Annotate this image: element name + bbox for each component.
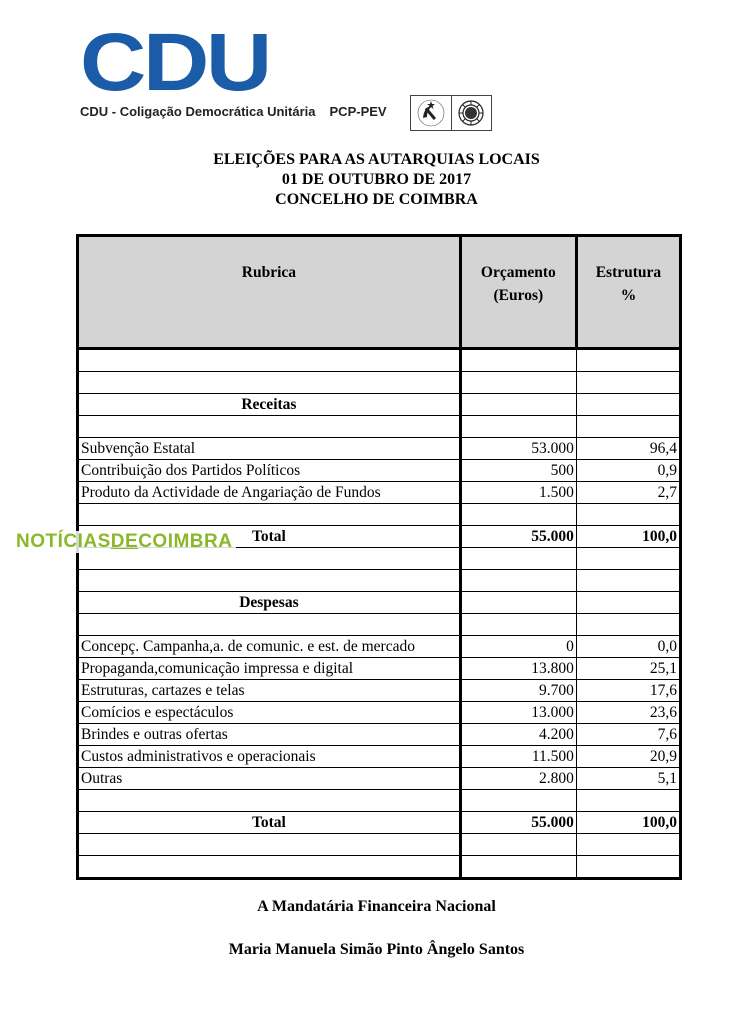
table-row: Subvenção Estatal 53.000 96,4	[78, 438, 681, 460]
section-receitas	[78, 394, 681, 416]
header-estrutura: Estrutura %	[576, 236, 680, 349]
noticias-de-coimbra-watermark: NOTÍCIASDECOIMBRA	[16, 531, 236, 553]
table-row: Custos administrativos e operacionais 11.500 20,9	[78, 746, 681, 768]
party-emblems	[410, 95, 492, 131]
receitas-label: Receitas	[78, 394, 461, 416]
empty-row	[78, 372, 681, 394]
table-row: Estruturas, cartazes e telas 9.700 17,6	[78, 680, 681, 702]
header-rubrica: Rubrica	[78, 236, 461, 349]
cdu-logo: CDU	[80, 17, 269, 108]
parties-label: PCP-PEV	[329, 104, 387, 119]
table-row: Comícios e espectáculos 13.000 23,6	[78, 702, 681, 724]
despesas-label: Despesas	[78, 592, 461, 614]
hammer-sickle-icon	[411, 96, 451, 130]
table-row: Contribuição dos Partidos Políticos 500 0,9	[78, 460, 681, 482]
document-heading	[0, 150, 753, 210]
signature-role: A Mandatária Financeira Nacional	[257, 898, 496, 915]
empty-row	[78, 834, 681, 856]
empty-row	[78, 856, 681, 879]
table-row: Outras 2.800 5,1	[78, 768, 681, 790]
empty-row	[78, 570, 681, 592]
table-row: Propaganda,comunicação impressa e digital 13.800 25,1	[78, 658, 681, 680]
table-header-row	[78, 236, 681, 349]
budget-table	[76, 234, 682, 880]
table-row: Brindes e outras ofertas 4.200 7,6	[78, 724, 681, 746]
empty-row	[78, 349, 681, 372]
empty-row	[78, 790, 681, 812]
empty-row	[78, 416, 681, 438]
empty-row	[78, 614, 681, 636]
table-row: Produto da Actividade de Angariação de Fundos 1.500 2,7	[78, 482, 681, 504]
sunflower-icon	[451, 96, 492, 130]
signature-name: Maria Manuela Simão Pinto Ângelo Santos	[228, 941, 525, 958]
heading-line-3: CONCELHO DE COIMBRA	[275, 191, 478, 208]
header-orcamento: Orçamento (Euros)	[460, 236, 576, 349]
receitas-total-row: Total 55.000 100,0	[78, 526, 681, 548]
coalition-name: CDU - Coligação Democrática Unitária	[80, 104, 316, 119]
table-row: Concepç. Campanha,a. de comunic. e est. de mercado 0 0,0	[78, 636, 681, 658]
heading-line-1: ELEIÇÕES PARA AS AUTARQUIAS LOCAIS	[213, 151, 540, 168]
heading-line-2: 01 DE OUTUBRO DE 2017	[281, 171, 472, 188]
coalition-subtitle	[80, 104, 387, 119]
despesas-total-row: Total 55.000 100,0	[78, 812, 681, 834]
section-despesas	[78, 592, 681, 614]
empty-row	[78, 504, 681, 526]
